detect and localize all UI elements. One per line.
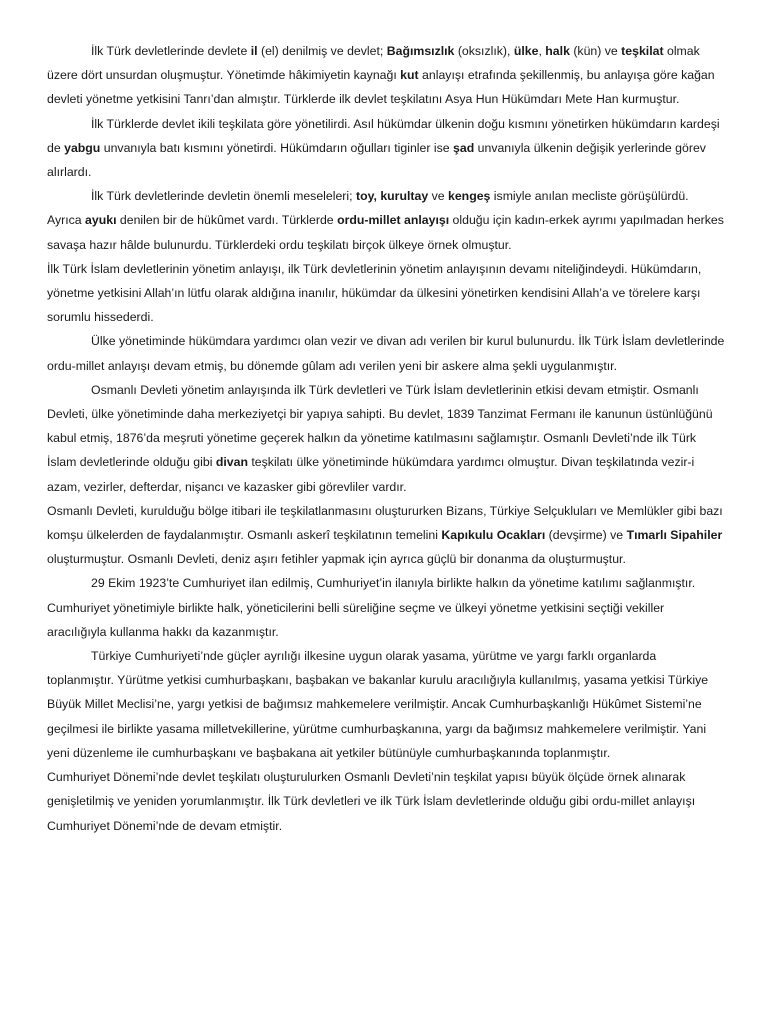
- text-run: ismiyle anılan mecliste görüşülürdü. Ayrıca: [47, 189, 689, 228]
- bold-term: ordu-millet anlayışı: [337, 213, 450, 228]
- paragraph-osmanli-yonetim: [47, 378, 725, 499]
- paragraph-ikili-teskilat: [47, 112, 725, 185]
- paragraph-vezir-divan: [47, 329, 725, 377]
- text-run: (oksızlık),: [454, 44, 514, 58]
- paragraph-guclar-ayriligi: [47, 644, 725, 765]
- text-run: (kün) ve: [569, 44, 622, 58]
- paragraph-turk-islam-yonetim: [47, 257, 725, 330]
- bold-term: teşkilat: [621, 44, 664, 58]
- paragraph-cumhuriyet-teskilat: [47, 765, 725, 838]
- text-run: İlk Türk devletlerinde devletin önemli meseleleri;: [91, 189, 356, 204]
- text-run: İlk Türk İslam devletlerinin yönetim anlayışı, ilk Türk devletlerinin yönetim anlayışının devamı niteliğindeydi. Hükümdarın, yönetme yetkisini Allah’ın lütfu olarak aldığına inanılır, hükümdar da ülkesini yönetirken kendisini Allah’a ve törelere karşı sorumlu hissederdi.: [47, 261, 702, 325]
- text-run: Osmanlı Devleti, kurulduğu bölge itibari ile teşkilatlanmasını oluştururken Bizans, Türkiye Selçukluları ve Memlükler gibi bazı komşu ülkelerden de faydalanmıştır. Osmanlı askerî teşkilatının temelini: [47, 503, 723, 543]
- paragraph-osmanli-askeri: [47, 499, 725, 572]
- text-run: (el) denilmiş ve devlet;: [257, 44, 387, 58]
- text-run: İlk Türk devletlerinde devlete: [91, 44, 251, 58]
- paragraph-cumhuriyet-ilani: [47, 571, 725, 644]
- bold-term: ülke: [513, 44, 539, 58]
- text-run: unvanıyla ülkenin değişik yerlerinde görev alırlardı.: [47, 140, 706, 180]
- text-run: Ülke yönetiminde hükümdara yardımcı olan vezir ve divan adı verilen bir kurul bulunurdu. İlk Türk İslam devletlerinde ordu-millet anlayışı devam etmiş, bu dönemde gûlam adı verilen yeni bir askere alma şekli uygulanmıştır.: [47, 334, 725, 373]
- bold-term: toy, kurultay: [355, 189, 429, 204]
- text-run: olduğu için kadın-erkek ayrımı yapılmadan herkes savaşa hazır hâlde bulunurdu. Türklerdeki ordu teşkilatı birçok ülkeye örnek olmuştur.: [47, 213, 724, 252]
- bold-term: kengeş: [448, 189, 491, 204]
- bold-term: il: [250, 44, 258, 58]
- text-run: ve: [428, 189, 448, 204]
- bold-term: divan: [215, 455, 248, 470]
- text-run: Cumhuriyet Dönemi’nde devlet teşkilatı oluşturulurken Osmanlı Devleti’nin teşkilat yapısı büyük ölçüde örnek alınarak genişletilmiş ve yeniden yorumlanmıştır. İlk Türk devletleri ve ilk Türk İslam devletlerinde olduğu gibi ordu-millet anlayışı Cumhuriyet Dönemi’nde de devam etmiştir.: [47, 770, 696, 833]
- text-run: anlayışı etrafında şekillenmiş, bu anlayışa göre kağan devleti yönetme yetkisini Tanrı’dan almıştır. Türklerde ilk devlet teşkilatını Asya Hun Hükümdarı Mete Han kurmuştur.: [47, 68, 715, 107]
- bold-term: Kapıkulu Ocakları: [441, 528, 546, 543]
- bold-term: Tımarlı Sipahiler: [626, 528, 723, 543]
- bold-term: kut: [400, 68, 419, 83]
- bold-term: yabgu: [64, 140, 101, 155]
- text-run: ,: [538, 44, 546, 58]
- text-run: 29 Ekim 1923’te Cumhuriyet ilan edilmiş, Cumhuriyet’in ilanıyla birlikte halkın da yönetime katılımı sağlanmıştır. Cumhuriyet yönetimiyle birlikte halk, yöneticilerini belli süreliğine seçme ve ülkeyi yönetme yetkisini seçtiği vekiller aracılığıyla kullanma hakkı da kazanmıştır.: [47, 576, 696, 639]
- bold-term: ayukı: [85, 213, 117, 228]
- bold-term: Bağımsızlık: [386, 44, 455, 58]
- text-run: olmak üzere dört unsurdan oluşmuştur. Yönetimde hâkimiyetin kaynağı: [47, 44, 700, 83]
- text-run: İlk Türklerde devlet ikili teşkilata göre yönetilirdi. Asıl hükümdar ülkenin doğu kısmını yönetirken hükümdarın kardeşi de: [47, 116, 720, 155]
- text-run: Türkiye Cumhuriyeti’nde güçler ayrılığı ilkesine uygun olarak yasama, yürütme ve yargı farklı organlarda toplanmıştır. Yürütme yetkisi cumhurbaşkanı, başbakan ve bakanlar kurulu aracılığıyla kullanılmış, yasama yetkisi Türkiye Büyük Millet Meclisi’ne, yargı yetkisi de bağımsız mahkemelere verilmiştir. Ancak Cumhurbaşkanlığı Hükûmet Sistemi’ne geçilmesi ile birlikte yasama milletvekillerine, yürütme cumhurbaşkanına, yargı da bağımsız mahkemelere verilmiştir. Yani yeni düzenleme ile cumhurbaşkanı ve başbakana ait yetkiler bütünüyle cumhurbaşkanında toplanmıştır.: [47, 649, 709, 760]
- paragraph-meclis-ordu-millet: [47, 184, 725, 257]
- text-run: teşkilatı ülke yönetiminde hükümdara yardımcı olmuştur. Divan teşkilatında vezir-i azam, vezirler, defterdar, nişancı ve kazasker gibi görevliler vardır.: [47, 455, 695, 494]
- text-run: unvanıyla batı kısmını yönetirdi. Hükümdarın oğulları tiginler ise: [100, 140, 454, 155]
- bold-term: halk: [545, 44, 570, 58]
- bold-term: şad: [453, 140, 475, 155]
- text-run: Osmanlı Devleti yönetim anlayışında ilk Türk devletleri ve Türk İslam devletlerinin etkisi devam etmiştir. Osmanlı Devleti, ülke yönetiminde daha merkeziyetçi bir yapıya sahipti. Bu devlet, 1839 Tanzimat Fermanı ile kanunun üstünlüğünü kabul etmiş, 1876’da meşruti yönetime geçerek halkın da yönetime katılmasını sağlamıştır. Osmanlı Devleti’nde ilk Türk İslam devletlerinde olduğu gibi: [47, 382, 713, 470]
- text-run: oluşturmuştur. Osmanlı Devleti, deniz aşırı fetihler yapmak için ayrıca güçlü bir donanma da oluşturmuştur.: [47, 552, 626, 567]
- paragraph-il-turk-devlet-unsurlari: [47, 39, 725, 112]
- text-run: (devşirme) ve: [545, 528, 627, 543]
- document-page: [47, 39, 725, 838]
- text-run: denilen bir de hükûmet vardı. Türklerde: [116, 213, 338, 228]
